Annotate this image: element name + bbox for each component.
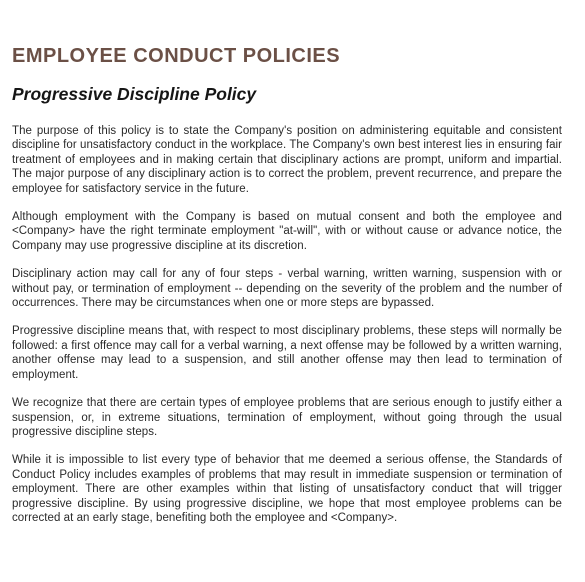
policy-body: [12, 124, 562, 525]
paragraph-serious-problems: We recognize that there are certain types of employee problems that are serious enough to justify either a suspension, or, in extreme situations, termination of employment, without going through the usual progressive discipline steps.: [12, 397, 562, 438]
document-title: EMPLOYEE CONDUCT POLICIES: [12, 45, 341, 67]
policy-subtitle: Progressive Discipline Policy: [12, 84, 257, 104]
paragraph-purpose: The purpose of this policy is to state the Company's position on administering equitable and consistent discipline for unsatisfactory conduct in the workplace. The Company's own best interest lies in ensuring fair treatment of employees and in making certain that disciplinary actions are prompt, uniform and impartial. The major purpose of any disciplinary action is to correct the problem, prevent recurrence, and prepare the employee for satisfactory service in the future.: [12, 125, 562, 195]
paragraph-at-will: Although employment with the Company is based on mutual consent and both the employee and <Company> have the right terminate employment "at-will", with or without cause or advance notice, the Company may use progressive discipline at its discretion.: [12, 211, 562, 252]
paragraph-progressive-meaning: Progressive discipline means that, with respect to most disciplinary problems, these steps will normally be followed: a first offence may call for a verbal warning, a next offense may be followed by a written warning, another offense may lead to a suspension, and still another offense may then lead to termination of employment.: [12, 325, 562, 381]
paragraph-steps: Disciplinary action may call for any of four steps - verbal warning, written warning, suspension with or without pay, or termination of employment -- depending on the severity of the problem and the number of occurrences. There may be circumstances when one or more steps are bypassed.: [12, 268, 562, 310]
paragraph-standards-of-conduct: While it is impossible to list every type of behavior that me deemed a serious offense, the Standards of Conduct Policy includes examples of problems that may result in immediate suspension or termination of employment. There are other examples within that listing of unsatisfactory conduct that will trigger progressive discipline. By using progressive discipline, we hope that most employee problems can be corrected at an early stage, benefiting both the employee and <Company>.: [12, 454, 562, 524]
